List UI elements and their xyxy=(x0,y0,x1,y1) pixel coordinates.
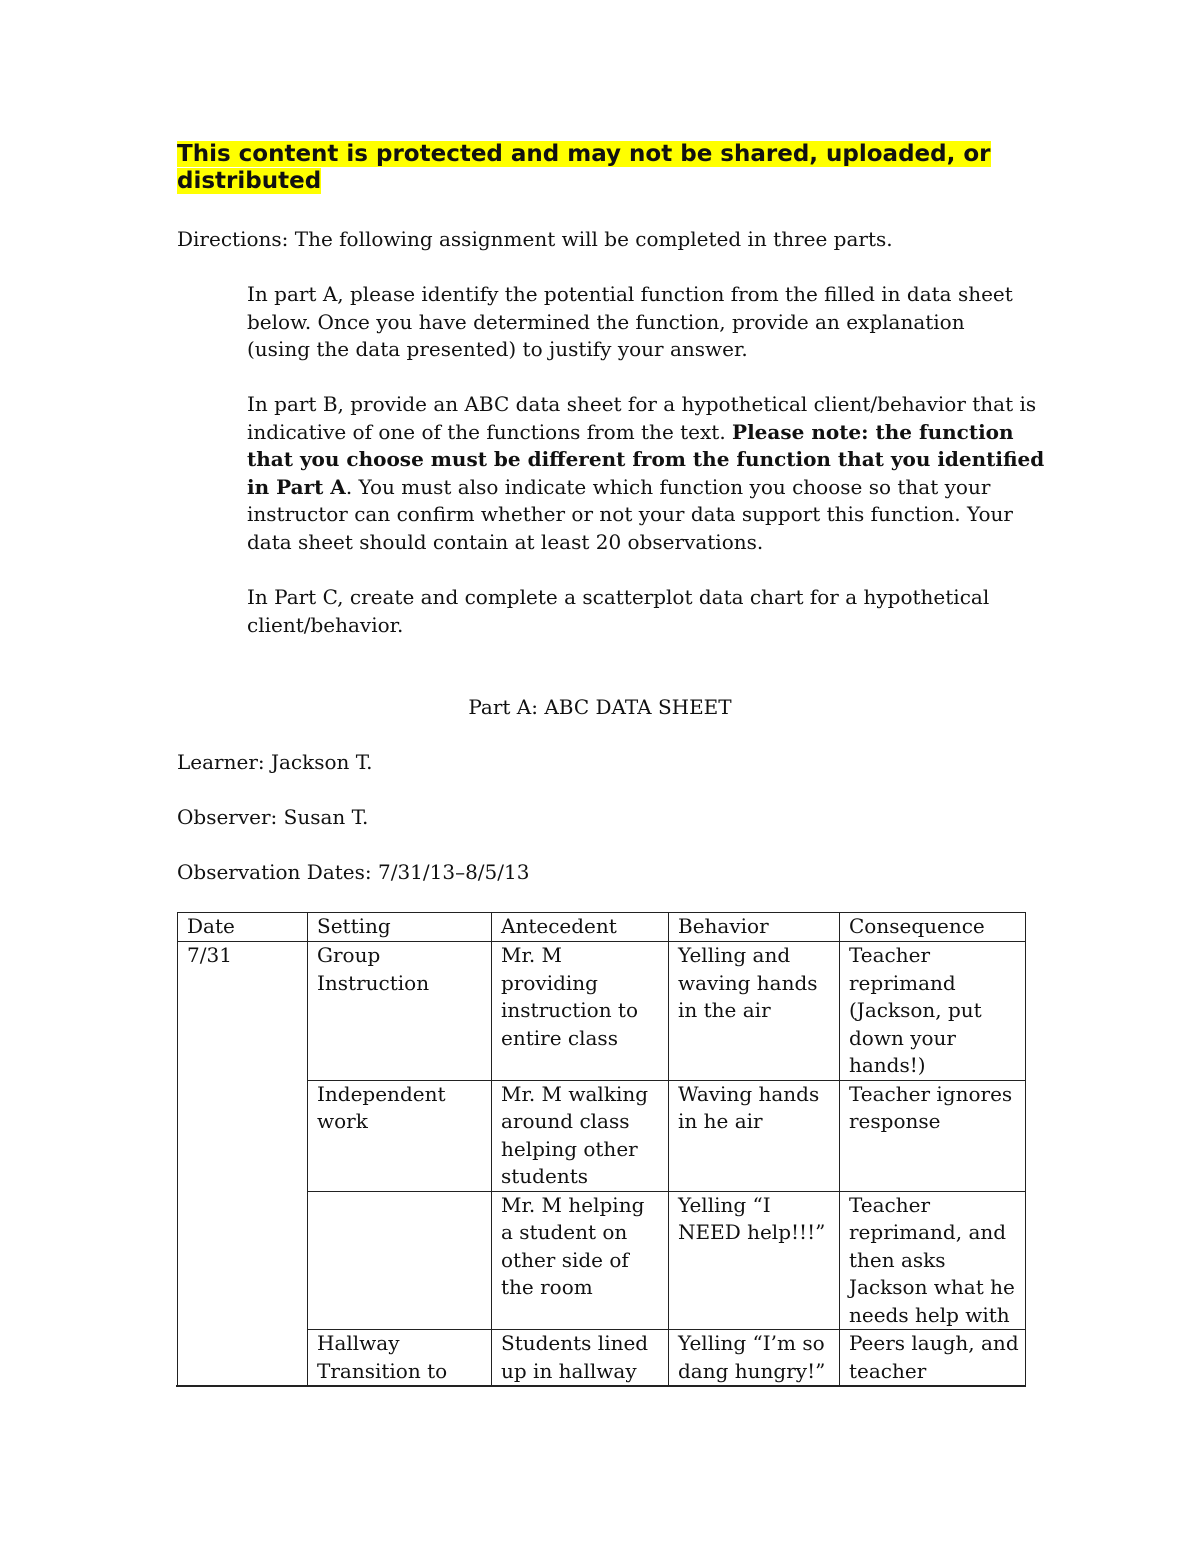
cell-consequence: Teacher reprimand, and then asks Jackson what he needs help with xyxy=(840,1191,1026,1330)
cell-antecedent: Mr. M helping a student on other side of the room xyxy=(492,1191,669,1330)
part-b-line: data sheet should contain at least 20 observations. xyxy=(247,529,764,554)
part-a-line: (using the data presented) to justify your answer. xyxy=(247,337,748,361)
cell-behavior: Yelling and waving hands in the air xyxy=(669,942,840,1081)
cell-consequence: Peers laugh, and teacher xyxy=(840,1330,1026,1386)
header-consequence: Consequence xyxy=(840,913,1026,942)
cell-setting xyxy=(308,1191,492,1330)
cell-consequence: Teacher reprimand (Jackson, put down your hands!) xyxy=(840,942,1026,1081)
cell-behavior: Yelling “I’m so dang hungry!” xyxy=(669,1330,840,1386)
abc-table-viewport xyxy=(176,912,1028,1388)
header-setting: Setting xyxy=(308,913,492,942)
part-b-line: In part B, provide an ABC data sheet for a hypothetical client/behavior that is xyxy=(247,392,1037,416)
table-bottom-rule xyxy=(176,1385,1026,1387)
part-b-emphasis: that you choose must be different from the function that you identified xyxy=(247,447,1045,471)
part-c-instructions xyxy=(247,584,989,639)
cell-date: 7/31 xyxy=(178,942,308,1386)
part-b-text: indicative of one of the functions from the text. xyxy=(247,419,733,444)
part-b-line xyxy=(247,419,1044,447)
header-behavior: Behavior xyxy=(669,913,840,942)
cell-behavior: Waving hands in he air xyxy=(669,1080,840,1191)
part-a-line: below. Once you have determined the function, provide an explanation xyxy=(247,309,965,334)
protection-notice-text: This content is protected and may not be shared, uploaded, or distributed xyxy=(177,141,991,194)
part-b-line xyxy=(247,474,1044,502)
part-c-line: client/behavior. xyxy=(247,612,404,637)
cell-setting: Group Instruction xyxy=(308,942,492,1081)
learner-field: Learner: Jackson T. xyxy=(177,750,373,774)
part-b-emphasis: in Part A xyxy=(247,474,346,499)
header-antecedent: Antecedent xyxy=(492,913,669,942)
cell-behavior: Yelling “I NEED help!!!” xyxy=(669,1191,840,1330)
part-a-line: In part A, please identify the potential function from the filled in data sheet xyxy=(247,282,1013,306)
protection-notice xyxy=(177,141,1027,195)
sheet-title: Part A: ABC DATA SHEET xyxy=(468,695,732,719)
cell-setting: Hallway Transition to xyxy=(308,1330,492,1386)
table-header-row xyxy=(178,913,1026,942)
part-b-line: instructor can confirm whether or not your data support this function. Your xyxy=(247,502,1013,526)
cell-antecedent: Mr. M providing instruction to entire class xyxy=(492,942,669,1081)
table-row xyxy=(178,942,1026,1081)
part-c-line: In Part C, create and complete a scatterplot data chart for a hypothetical xyxy=(247,585,990,609)
observation-dates-field: Observation Dates: 7/31/13–8/5/13 xyxy=(177,860,530,884)
part-b-text: . You must also indicate which function you choose so that your xyxy=(345,474,991,499)
directions-text: Directions: The following assignment will be completed in three parts. xyxy=(177,227,893,251)
part-b-instructions xyxy=(247,391,1044,556)
cell-antecedent: Mr. M walking around class helping other students xyxy=(492,1080,669,1191)
cell-antecedent: Students lined up in hallway xyxy=(492,1330,669,1386)
cell-setting: Independent work xyxy=(308,1080,492,1191)
part-b-emphasis: Please note: the function xyxy=(732,419,1014,444)
observer-field: Observer: Susan T. xyxy=(177,805,369,829)
abc-data-table xyxy=(177,912,1026,1386)
header-date: Date xyxy=(178,913,308,942)
part-a-instructions xyxy=(247,281,1013,364)
cell-consequence: Teacher ignores response xyxy=(840,1080,1026,1191)
